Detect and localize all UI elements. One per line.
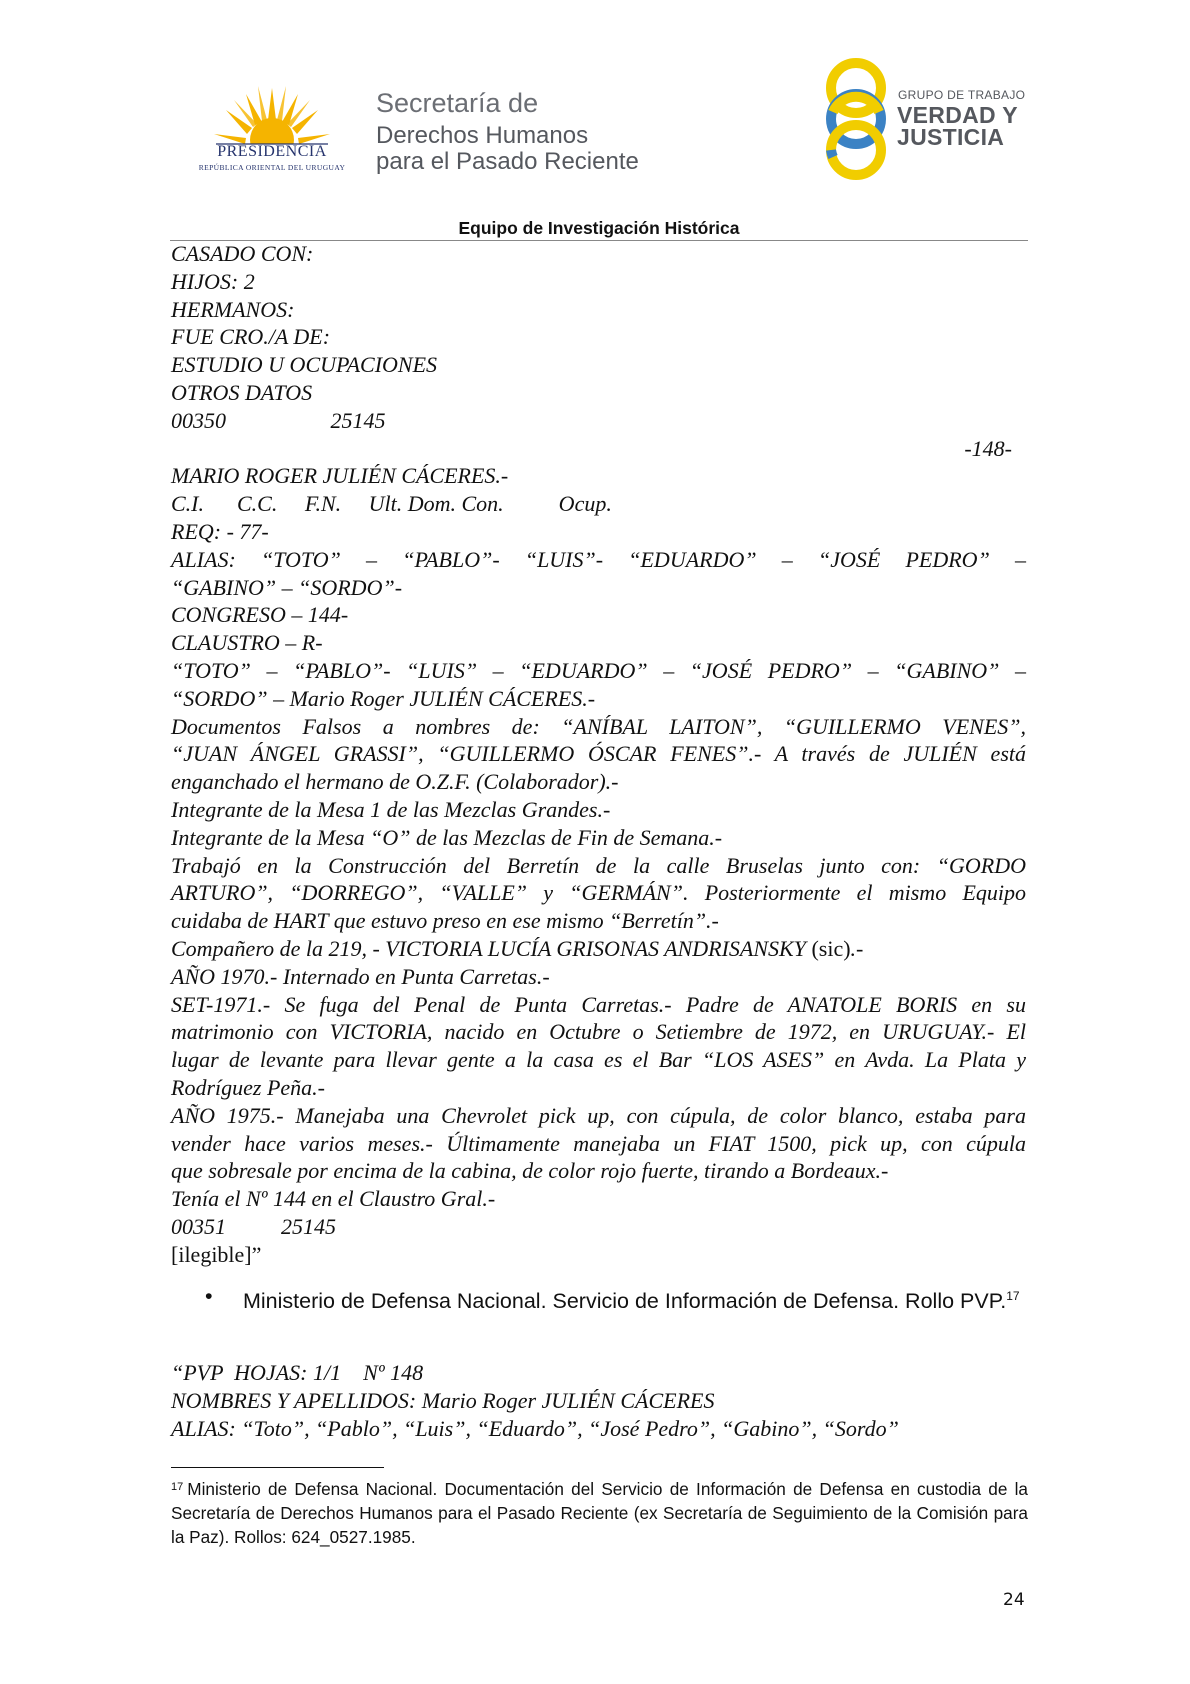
text-line: HERMANOS: xyxy=(171,296,295,322)
text-line: Documentos Falsos a nombres de: “ANÍBAL LAITON”, “GUILLERMO VENES”, xyxy=(171,713,1026,739)
text-line: HIJOS: 2 xyxy=(171,268,255,294)
text-line: matrimonio con VICTORIA, nacido en Octubre o Setiembre de 1972, en URUGUAY.- El xyxy=(171,1019,1026,1045)
secretaria-title-line3: para el Pasado Reciente xyxy=(376,148,639,175)
source-citation xyxy=(243,1283,1028,1315)
text-line: lugar de levante para llevar gente a la casa es el Bar “LOS ASES” en Avda. La Plata y xyxy=(171,1047,1026,1073)
text-line: ALIAS: “TOTO” – “PABLO”- “LUIS”- “EDUARDO” – “JOSÉ PEDRO” – xyxy=(171,546,1026,572)
text-line: AÑO 1975.- Manejaba una Chevrolet pick up, con cúpula, de color blanco, estaba para xyxy=(171,1102,1026,1128)
text-line: “SORDO” – Mario Roger JULIÉN CÁCERES.- xyxy=(171,685,596,711)
secretaria-title-line2: Derechos Humanos xyxy=(376,122,589,149)
sic-note: (sic) xyxy=(811,935,851,961)
text-line: AÑO 1970.- Internado en Punta Carretas.- xyxy=(171,963,550,989)
illegible-note: [ilegible]” xyxy=(171,1241,262,1267)
text-line: FUE CRO./A DE: xyxy=(171,324,331,350)
text-line: CONGRESO – 144- xyxy=(171,602,349,628)
text-line: vender hace varios meses.- Últimamente manejaba un FIAT 1500, pick up, con cúpula xyxy=(171,1130,1026,1156)
text-line: “PVP HOJAS: 1/1 Nº 148 xyxy=(171,1360,424,1385)
secretaria-title-line1: Secretaría de xyxy=(376,88,539,118)
footnote-text: Ministerio de Defensa Nacional. Documentación del Servicio de Información de Defensa en custodia de la Secretaría de Derechos Humanos para el Pasado Reciente (ex Secretaría de Seguimiento de la Comisión para la Paz). Rollos: 624_0527.1985. xyxy=(171,1479,1028,1547)
text-line: CASADO CON: xyxy=(171,241,314,266)
footnote-ref[interactable]: 17 xyxy=(1006,1289,1020,1303)
text-line xyxy=(171,935,1026,963)
footnote-number: 17 xyxy=(171,1481,184,1493)
text-line: que sobresale por encima de la cabina, de color rojo fuerte, tirando a Bordeaux.- xyxy=(171,1158,889,1184)
text-line: Rodríguez Peña.- xyxy=(171,1074,325,1100)
text-line: “JUAN ÁNGEL GRASSI”, “GUILLERMO ÓSCAR FENES”.- A través de JULIÉN está xyxy=(171,741,1026,767)
text-line: “GABINO” – “SORDO”- xyxy=(171,574,403,600)
transcript-body xyxy=(171,240,1026,1268)
text-line: OTROS DATOS xyxy=(171,379,313,405)
text-line: NOMBRES Y APELLIDOS: Mario Roger JULIÉN CÁCERES xyxy=(171,1388,715,1413)
footnote xyxy=(171,1475,1028,1549)
field-header-line: C.I. C.C. F.N. Ult. Dom. Con. Ocup. xyxy=(171,491,612,517)
presidencia-wordmark: PRESIDENCIA xyxy=(217,143,327,160)
bullet-icon: • xyxy=(205,1284,213,1308)
text-line: Integrante de la Mesa 1 de las Mezclas Grandes.- xyxy=(171,796,611,822)
text-segment: .- xyxy=(850,935,864,961)
text-line: Tenía el Nº 144 en el Claustro Gral.- xyxy=(171,1186,496,1212)
text-line: CLAUSTRO – R- xyxy=(171,630,323,656)
text-line: Trabajó en la Construcción del Berretín de la calle Bruselas junto con: “GORDO xyxy=(171,852,1026,878)
text-line: enganchado el hermano de O.Z.F. (Colaborador).- xyxy=(171,769,619,795)
text-line: ALIAS: “Toto”, “Pablo”, “Luis”, “Eduardo”, “José Pedro”, “Gabino”, “Sordo” xyxy=(171,1416,899,1441)
verdad-y-label: VERDAD Y xyxy=(897,102,1018,128)
justicia-label: JUSTICIA xyxy=(897,124,1005,150)
text-segment: Compañero de la 219, - VICTORIA LUCÍA GRISONAS ANDRISANSKY xyxy=(171,935,812,961)
text-line: SET-1971.- Se fuga del Penal de Punta Carretas.- Padre de ANATOLE BORIS en su xyxy=(171,991,1026,1017)
text-line: Integrante de la Mesa “O” de las Mezclas de Fin de Semana.- xyxy=(171,824,723,850)
record-number-line: 00351 25145 xyxy=(171,1213,336,1239)
source-text: Ministerio de Defensa Nacional. Servicio de Información de Defensa. Rollo PVP. xyxy=(243,1289,1007,1314)
footnote-divider xyxy=(171,1467,384,1468)
page-number: 24 xyxy=(1003,1590,1025,1610)
text-line: ESTUDIO U OCUPACIONES xyxy=(171,352,438,378)
text-line: REQ: - 77- xyxy=(171,518,269,544)
subject-name: MARIO ROGER JULIÉN CÁCERES.- xyxy=(171,463,509,489)
team-heading: Equipo de Investigación Histórica xyxy=(458,218,740,238)
verdad-justicia-rings-logo xyxy=(820,56,892,182)
record-page-marker: -148- xyxy=(964,435,1012,461)
text-line: cuidaba de HART que estuvo preso en ese mismo “Berretín”.- xyxy=(171,908,719,934)
text-line: “TOTO” – “PABLO”- “LUIS” – “EDUARDO” – “JOSÉ PEDRO” – “GABINO” – xyxy=(171,657,1026,683)
source-bullet xyxy=(205,1283,1028,1315)
text-line: ARTURO”, “DORREGO”, “VALLE” y “GERMÁN”. Posteriormente el mismo Equipo xyxy=(171,880,1026,906)
grupo-trabajo-label: GRUPO DE TRABAJO xyxy=(898,88,1026,102)
record-number-line: 00350 25145 xyxy=(171,407,386,433)
pvp-record xyxy=(171,1359,1026,1443)
presidencia-subtitle: REPÚBLICA ORIENTAL DEL URUGUAY xyxy=(198,163,346,172)
